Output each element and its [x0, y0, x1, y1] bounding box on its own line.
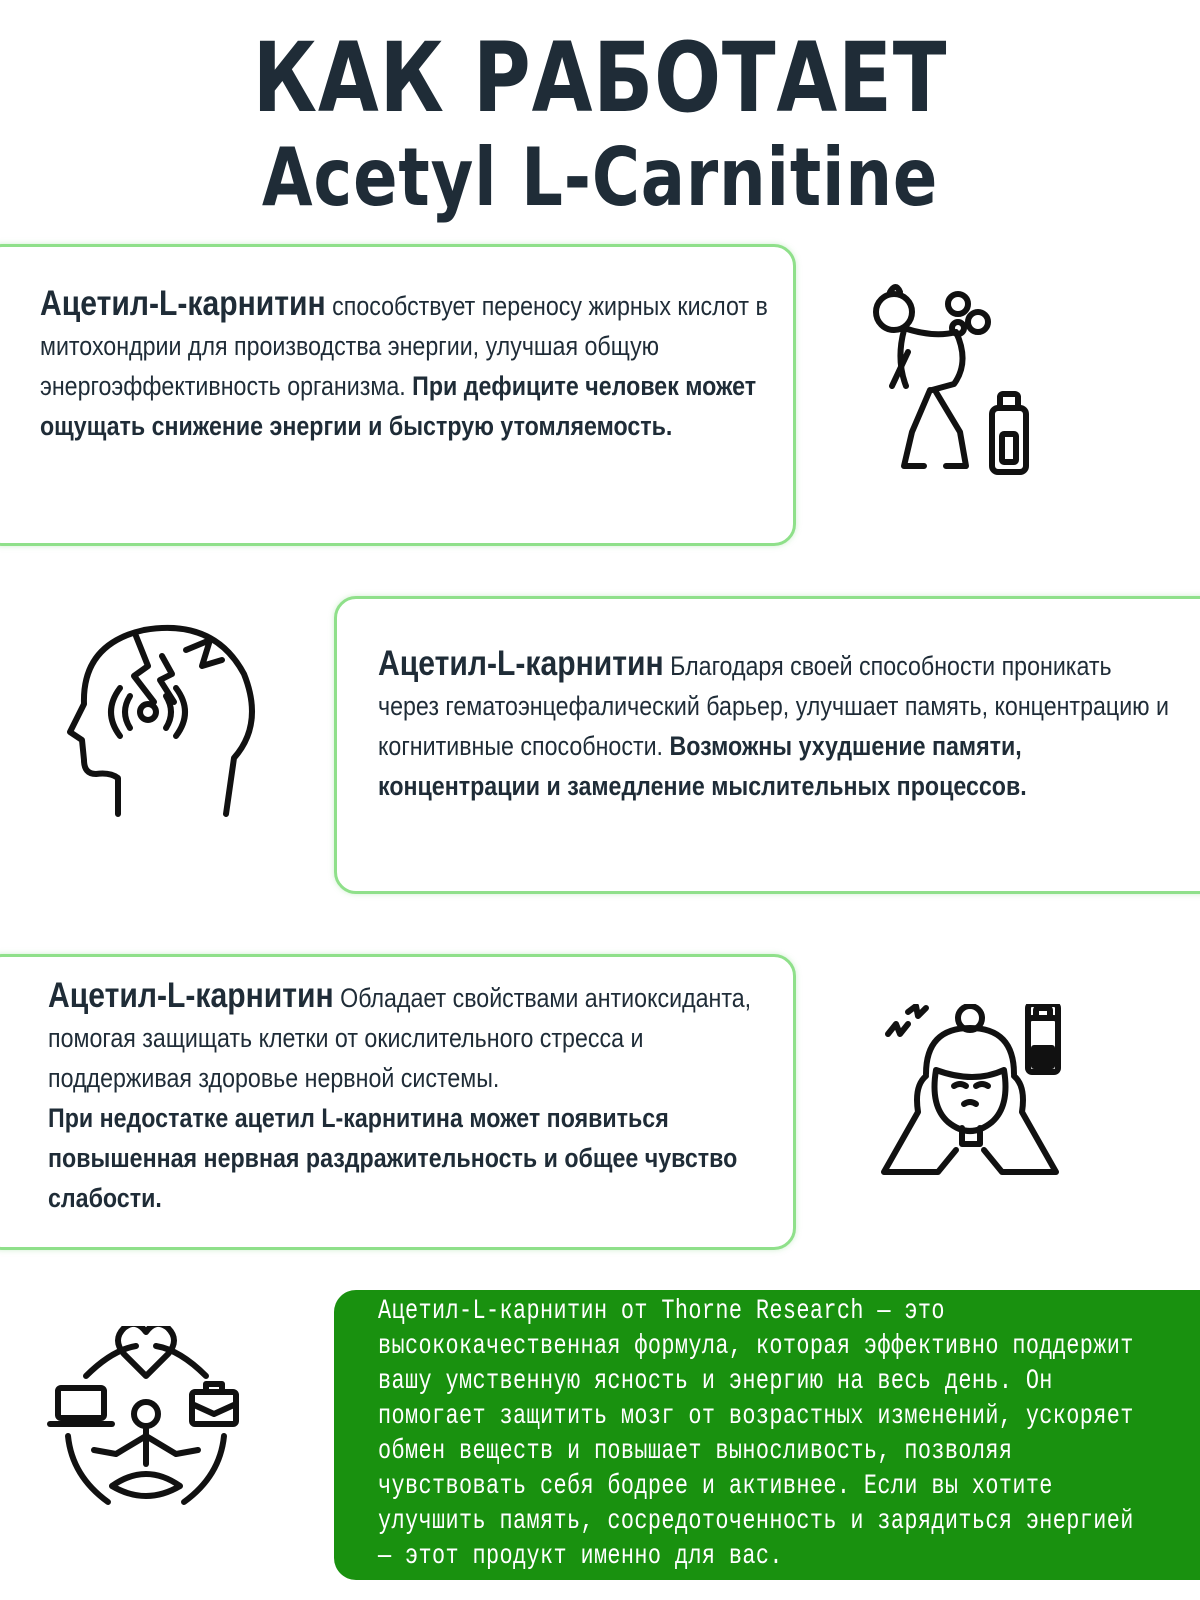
card-lead: Ацетил-L-карнитин	[40, 284, 326, 323]
card-lead: Ацетил-L-карнитин	[48, 976, 334, 1015]
card-bold: Возможны ухудшение памяти, концентрации и замедление мыслительных процессов.	[378, 731, 1027, 801]
card-body: способствует переносу жирных кислот в митохондрии для производства энергии, улучшая общую энергоэффективность организма.	[40, 291, 768, 401]
info-card-antioxidant-text	[48, 976, 788, 1218]
card-body: Обладает свойствами антиоксиданта, помогая защищать клетки от окислительного стресса и поддерживая здоровье нервной системы.	[48, 983, 752, 1093]
info-card-energy-text	[40, 284, 780, 446]
tired-person-battery-icon	[860, 284, 1040, 484]
page-title-line2: Acetyl L-Carnitine	[261, 131, 939, 224]
card-bold: При недостатке ацетил L-карнитина может появиться повышенная нервная раздражительность и общее чувство слабости.	[48, 1103, 738, 1213]
card-bold: При дефиците человек может ощущать снижение энергии и быструю утомляемость.	[40, 371, 757, 441]
page-title-line1: КАК РАБОТАЕТ	[252, 22, 948, 134]
work-life-balance-icon	[46, 1326, 246, 1526]
summary-text: Ацетил-L-карнитин от Thorne Research — это высококачественная формула, которая эффективно поддержит вашу умственную ясность и энергию на весь день. Он помогает защитить мозг от возрастных изменений, ускоряет обмен веществ и повышает выносливость, позволяя чувствовать себя бодрее и активнее. Если вы хотите улучшить память, сосредоточенность и зарядиться энергией — этот продукт именно для вас.	[378, 1296, 1134, 1572]
stressed-woman-icon	[880, 1004, 1080, 1204]
brain-head-icon	[66, 616, 266, 836]
info-card-memory-text	[378, 644, 1178, 806]
card-lead: Ацетил-L-карнитин	[378, 644, 664, 683]
card-body: Благодаря своей способности проникать через гематоэнцефалический барьер, улучшает память, концентрацию и когнитивные способности.	[378, 651, 1170, 761]
